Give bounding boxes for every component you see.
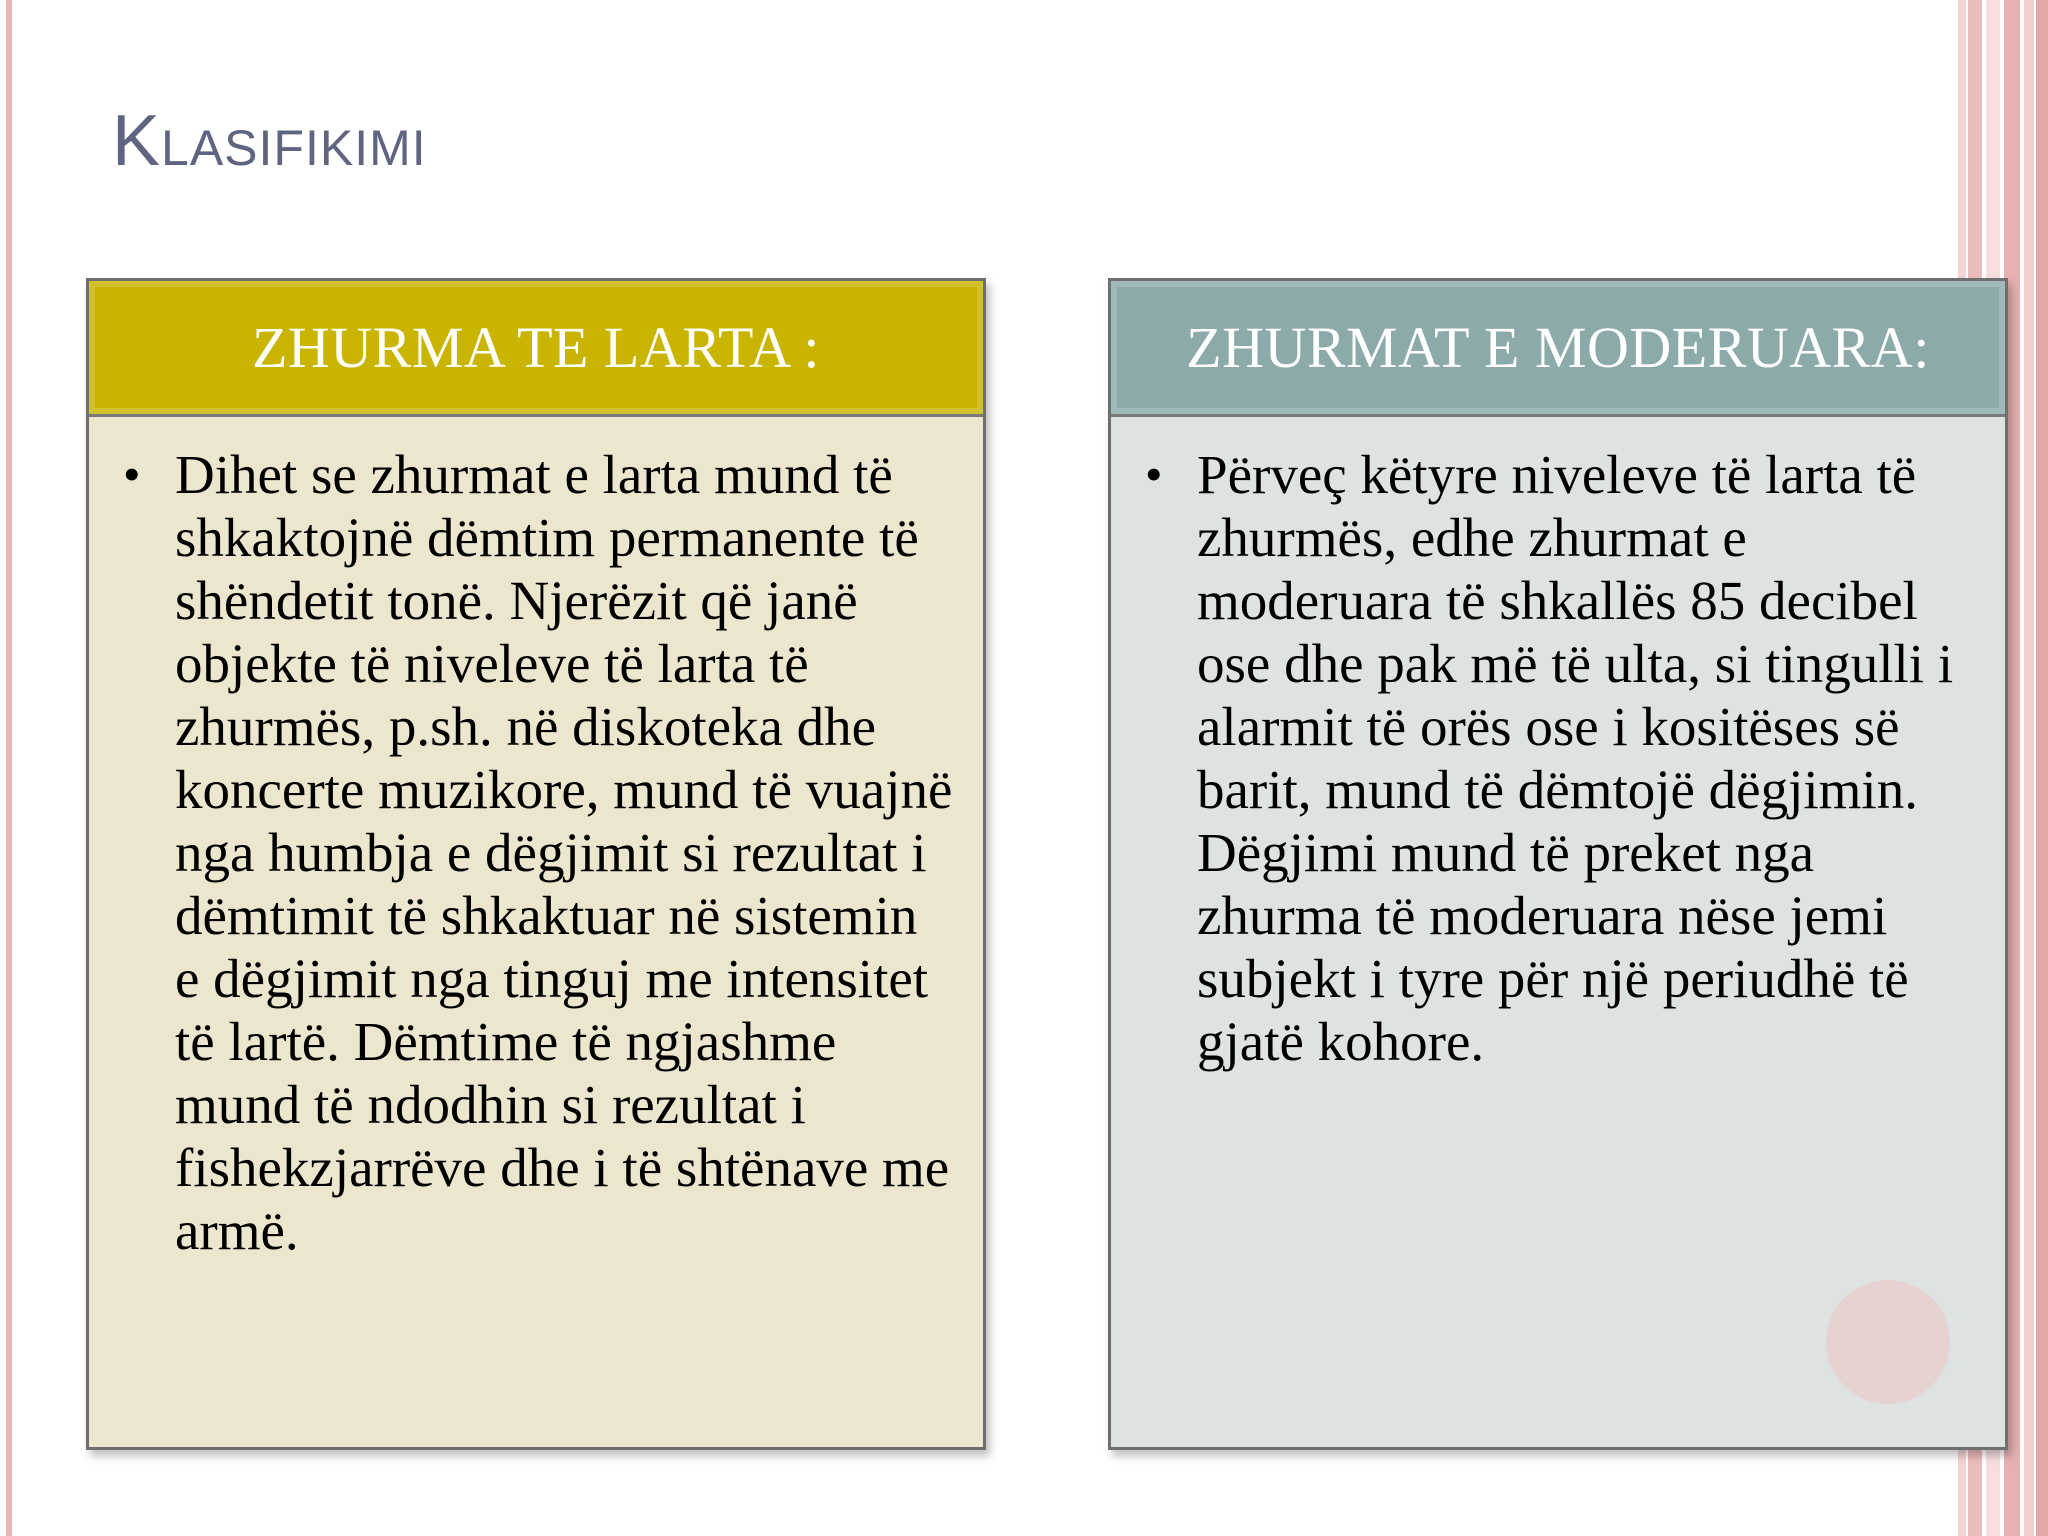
panel-moderate-noise bbox=[1108, 278, 2008, 1450]
bullet-dot-icon: • bbox=[1145, 446, 1163, 502]
panel-header-high-noise: ZHURMA TE LARTA : bbox=[89, 281, 983, 417]
slide-title: Klasifikimi bbox=[112, 101, 427, 181]
panel-header-moderate-noise: ZHURMAT E MODERUARA: bbox=[1111, 281, 2005, 417]
bullet-item bbox=[119, 443, 953, 1262]
bullet-dot-icon: • bbox=[123, 446, 141, 502]
bullet-text: Përveç këtyre niveleve të larta të zhurmës, edhe zhurmat e moderuara të shkallës 85 decibel ose dhe pak më të ulta, si tingulli i alarmit të orës ose i kositëses së barit, mund të dëmtojë dëgjimin. Dëgjimi mund të preket nga zhurma të moderuara nëse jemi subjekt i tyre për një periudhë të gjatë kohore. bbox=[1197, 444, 1954, 1072]
panel-body-high-noise bbox=[89, 417, 983, 1447]
decorative-circle bbox=[1826, 1280, 1950, 1404]
left-border-stripe bbox=[0, 0, 16, 1536]
panel-high-noise bbox=[86, 278, 986, 1450]
bullet-text: Dihet se zhurmat e larta mund të shkaktojnë dëmtim permanente të shëndetit tonë. Njerëzit që janë objekte të niveleve të larta të zhurmës, p.sh. në diskoteka dhe koncerte muzikore, mund të vuajnë nga humbja e dëgjimit si rezultat i dëmtimit të shkaktuar në sistemin e dëgjimit nga tinguj me intensitet të lartë. Dëmtime të ngjashme mund të ndodhin si rezultat i fishekzjarrëve dhe i të shtënave me armë. bbox=[175, 444, 953, 1261]
bullet-item bbox=[1141, 443, 1975, 1073]
